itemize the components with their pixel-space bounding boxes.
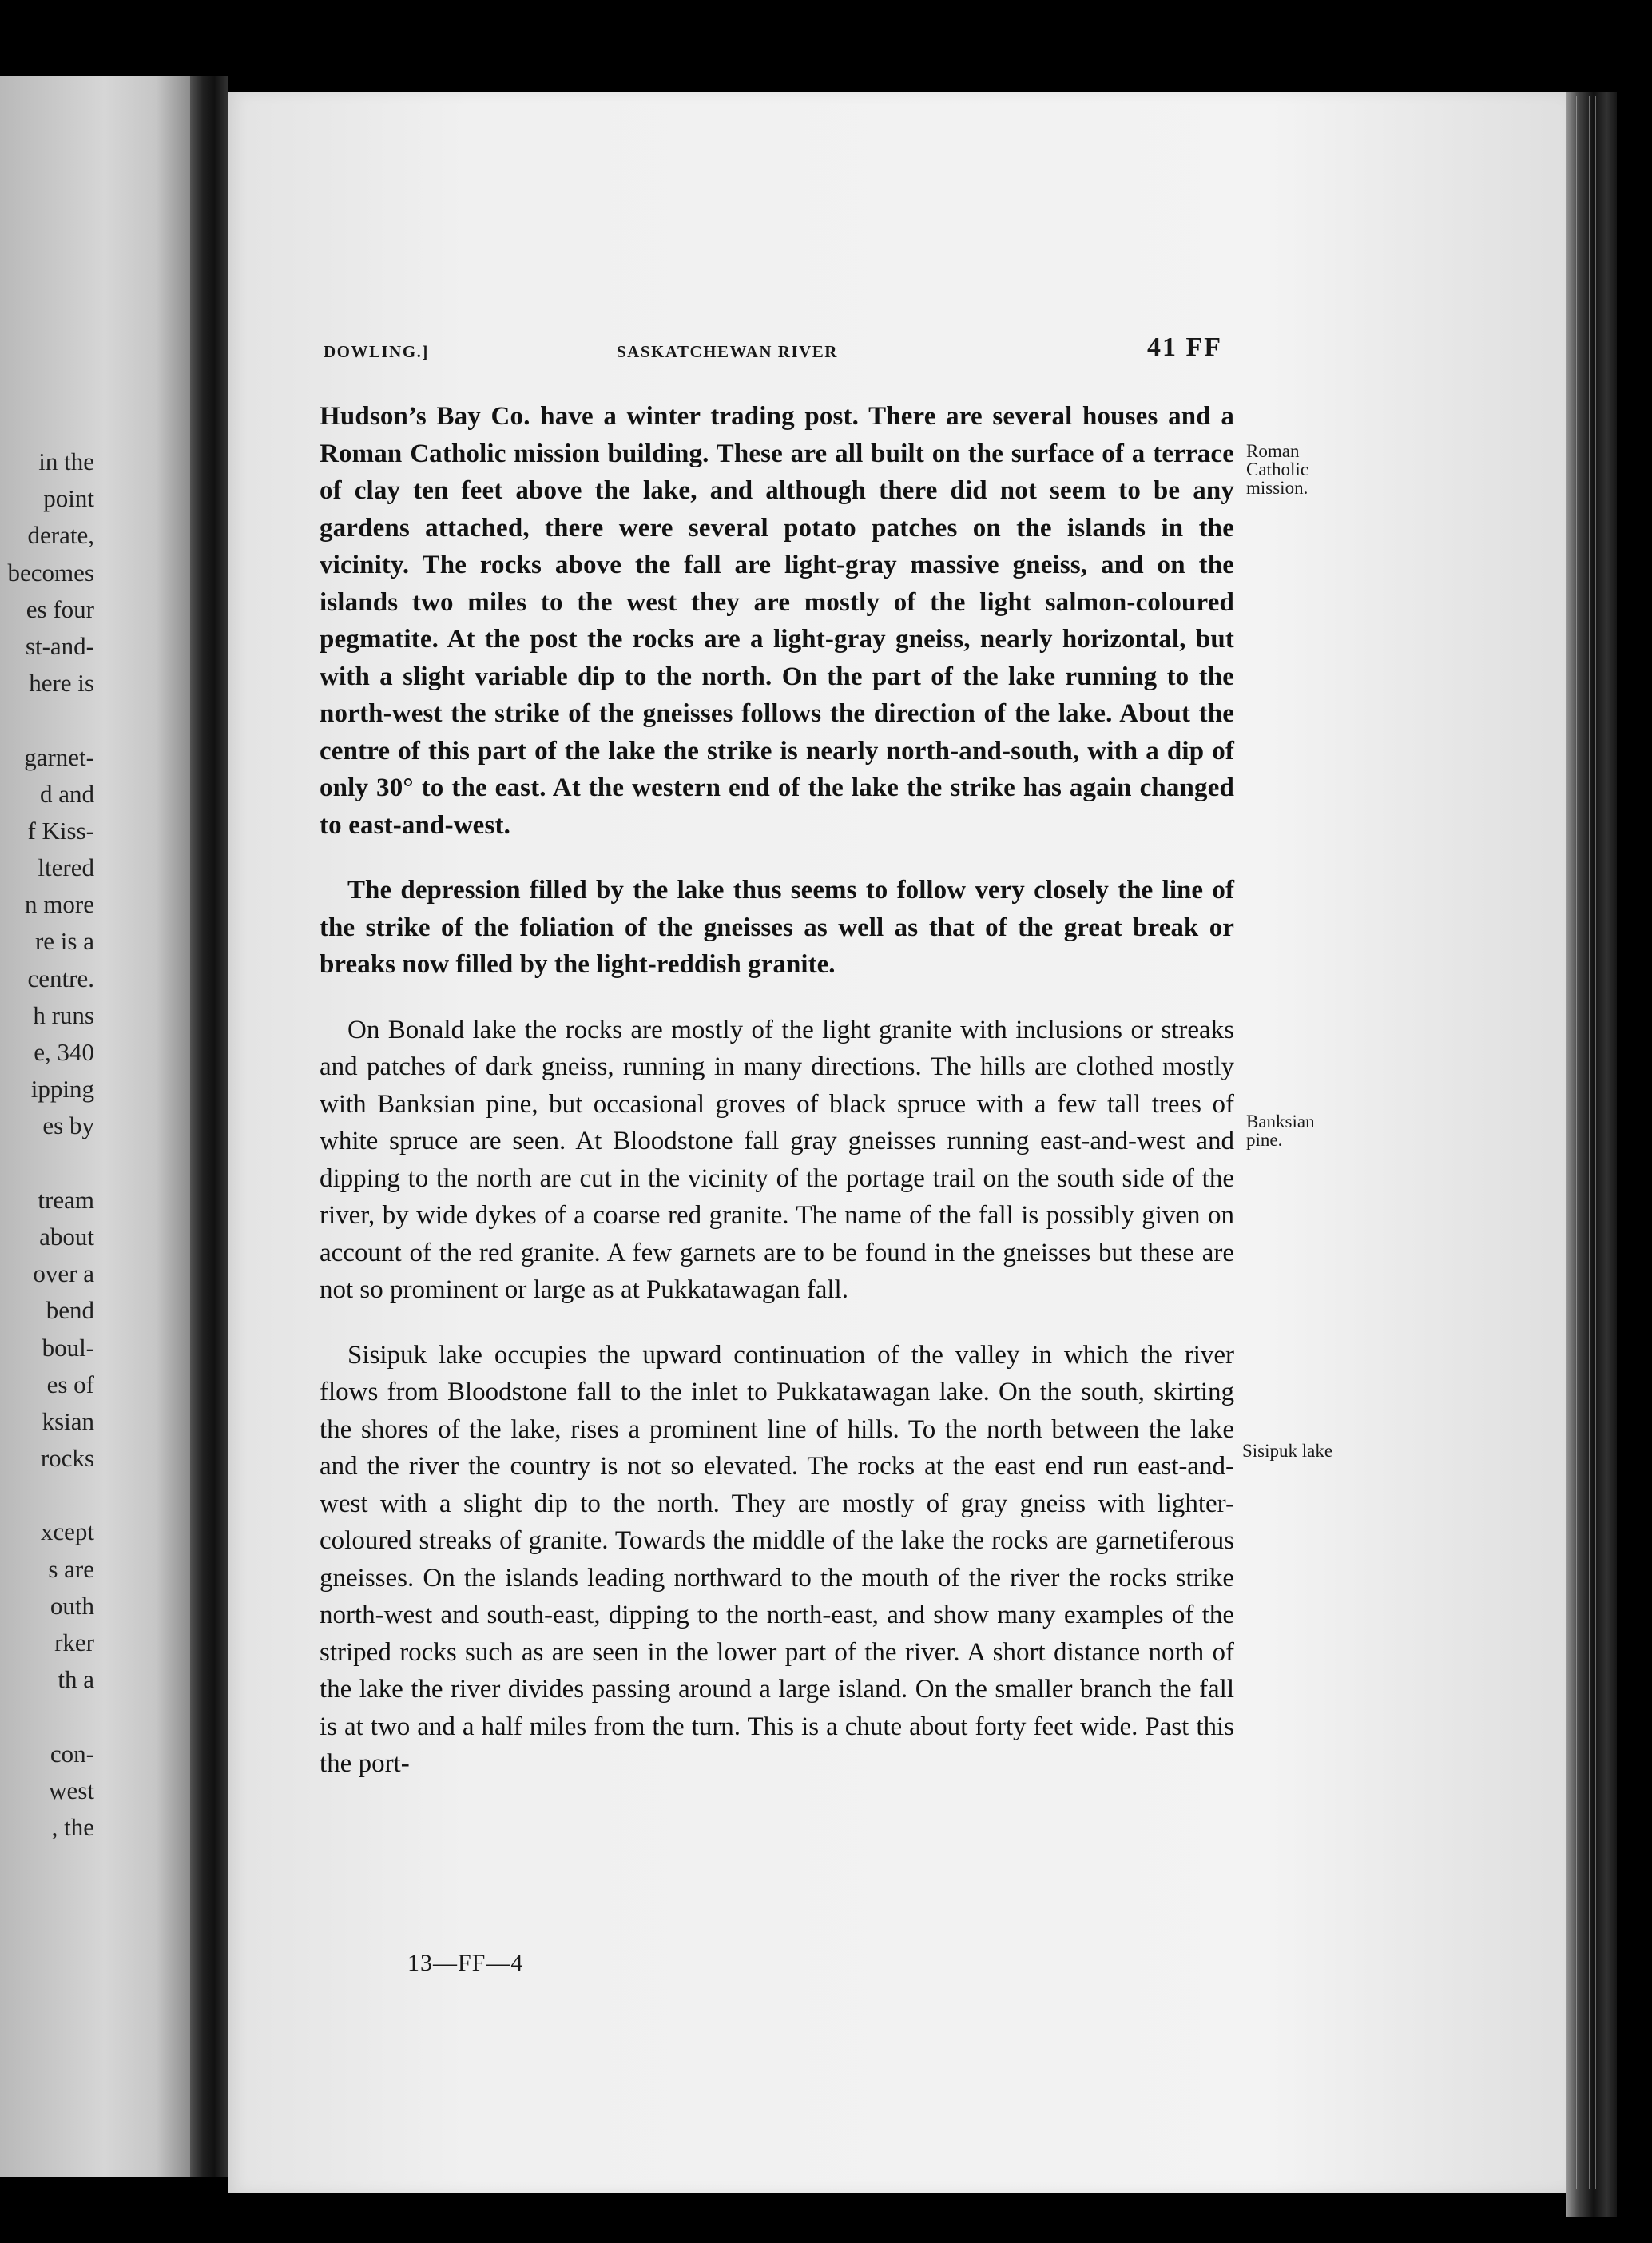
left-fragment: centre.	[27, 964, 94, 992]
left-fragment: derate,	[27, 521, 94, 550]
running-head-author: DOWLING.]	[324, 342, 429, 361]
left-fragment: ltered	[38, 853, 94, 882]
left-fragment: , the	[51, 1812, 94, 1841]
left-fragment: about	[39, 1222, 94, 1251]
left-fragment: re is a	[34, 927, 94, 956]
margin-note-roman-catholic-mission: Roman Catholic mission.	[1246, 441, 1308, 498]
left-fragment: f Kiss-	[27, 816, 94, 845]
left-fragment: s are	[48, 1554, 94, 1583]
left-fragment: n more	[25, 890, 94, 919]
left-fragment: tream	[38, 1185, 94, 1214]
stacked-page-edges	[1574, 96, 1606, 2189]
left-fragment: boul-	[42, 1333, 94, 1362]
paragraph-sisipuk-lake: Sisipuk lake occupies the upward continuation of the valley in which the river flows from Bloodstone fall to the inlet to Pukkatawagan lake. On the south, skirting the shores of the lake, rises a prominent line of hills. To the north between the lake and the river the country is not so elevated. The rocks at the east end run east-and-west with a slight dip to the north. They are mostly of gray gneiss with lighter-coloured streaks of granite. Towards the middle of the lake the rocks are garnetiferous gneisses. On the islands leading northward to the mouth of the river the rocks strike north-west and south-east, dipping to the north-east, and show many examples of the striped rocks such as are seen in the lower part of the river. A short distance north of the lake the river divides passing around a large island. On the smaller branch the fall is at two and a half miles from the turn. This is a chute about forty feet wide. Past this the port-	[320, 1340, 1234, 1778]
left-fragment: point	[43, 484, 94, 513]
left-fragment: ksian	[42, 1406, 94, 1435]
left-fragment: west	[49, 1776, 94, 1804]
left-fragment: rker	[54, 1629, 94, 1656]
left-fragment: ipping	[30, 1075, 94, 1104]
left-fragment: th a	[58, 1665, 94, 1694]
left-fragment: outh	[50, 1591, 94, 1620]
left-fragment: es of	[46, 1370, 94, 1398]
left-fragment-spacer	[0, 1477, 94, 1513]
left-fragment: st-and-	[25, 631, 94, 660]
left-fragment: rocks	[40, 1444, 94, 1473]
paragraph-trading-post: Hudson’s Bay Co. have a winter trading post. There are several houses and a Roman Catholic mission building. These are all built on the surface of a terrace of clay ten feet above the lake, and although there did not seem to be any gardens attached, there were several potato patches on the islands in the vicinity. The rocks above the fall are light-gray massive gneiss, and on the islands two miles to the west they are mostly of the light salmon-coloured pegmatite. At the post the rocks are a light-gray gneiss, nearly horizontal, but with a slight variable dip to the north. On the part of the lake running to the north-west the strike of the gneisses follows the direction of the lake. About the centre of this part of the lake the strike is nearly north-and-south, with a dip of only 30° to the east. At the western end of the lake the strike has again changed to east-and-west.	[320, 402, 1234, 840]
left-fragment: in the	[38, 447, 94, 475]
page-number: 41 FF	[1146, 332, 1222, 362]
left-fragment: bend	[46, 1296, 94, 1325]
left-fragment: h runs	[33, 1000, 94, 1029]
signature-mark: 13—FF—4	[407, 1950, 524, 1976]
left-fragment: e, 340	[34, 1038, 94, 1066]
book-gutter	[190, 76, 228, 2177]
left-fragment: here is	[29, 669, 94, 698]
left-fragment-spacer	[0, 1698, 94, 1735]
left-fragment: over a	[33, 1259, 94, 1288]
left-page-text-fragments	[0, 443, 94, 1846]
left-fragment: becomes	[7, 558, 94, 587]
paragraph-bonald-lake: On Bonald lake the rocks are mostly of the light granite with inclusions or streaks and patches of dark gneiss, running in many directions. The hills are clothed mostly with Banksian pine, but occasional groves of black spruce with a few tall trees of white spruce are seen. At Bloodstone fall gray gneisses running east-and-west and dipping to the north are cut in the vicinity of the portage trail on the south side of the river, by wide dykes of a coarse red granite. The name of the fall is possibly given on account of the red granite. A few garnets are to be found in the gneisses but these are not so prominent or large as at Pukkatawagan fall.	[320, 1015, 1234, 1304]
paragraph-depression: The depression filled by the lake thus seems to follow very closely the line of the strike of the foliation of the gneisses as well as that of the great break or breaks now filled by the light-reddish granite.	[320, 876, 1234, 979]
margin-note-banksian-pine: Banksian pine.	[1246, 1112, 1315, 1150]
margin-note-sisipuk-lake: Sisipuk lake	[1242, 1441, 1333, 1461]
running-head	[324, 332, 1222, 371]
left-fragment: es by	[42, 1112, 94, 1140]
left-fragment-spacer	[0, 1145, 94, 1182]
left-fragment: con-	[50, 1739, 94, 1768]
running-head-title: SASKATCHEWAN RIVER	[617, 342, 838, 361]
left-fragment: garnet-	[24, 742, 94, 771]
left-fragment: xcept	[40, 1517, 94, 1546]
left-fragment: d and	[39, 779, 94, 808]
left-fragment-spacer	[0, 702, 94, 738]
main-text	[320, 398, 1234, 1783]
left-fragment: es four	[26, 595, 94, 623]
